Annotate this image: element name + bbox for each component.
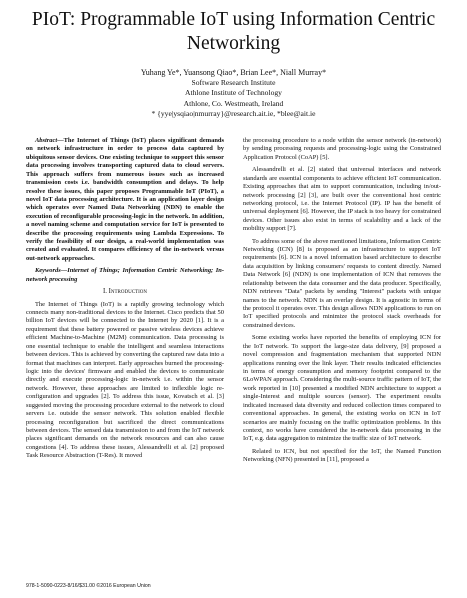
keywords bbox=[26, 267, 224, 284]
author-names: Yuhang Ye*, Yuansong Qiao*, Brian Lee*, Niall Murray* bbox=[140, 68, 327, 77]
paper-title: PIoT: Programmable IoT using Information Centric Networking bbox=[31, 9, 436, 54]
left-column bbox=[26, 137, 224, 582]
right-column bbox=[243, 137, 441, 592]
intro-paragraph-4: Some existing works have reported the benefits of employing ICN for the IoT network. To support the large-size data delivery, [9] proposed a novel compression and fragmentation mechanism that supported NDN applications running over the link layer. Their results indicated efficiencies in terms of energy consumption and memory footprint compared to the 6LoWPAN approach. Considering the multi-source traffic pattern of IoT, the work reported in [10] presented a modified NDN architecture to support a single-Interest and multiple sources (sensor). The experiment results indicated increased data diversity and reduced collection times compared to conventional approaches. In general, the existing works on ICN in IoT scenarios are mainly focusing on the traffic optimization problems. In this context, no works have considered the in-network data processing in the IoT, e.g. data aggregation to minimize the traffic size of IoT network. bbox=[243, 334, 441, 443]
intro-paragraph-5: Related to ICN, but not specified for the IoT, the Named Function Networking (NFN) presented in [11], proposed a bbox=[243, 447, 441, 464]
author-university: Athlone Institute of Technology bbox=[185, 88, 282, 98]
abstract-text: —The Internet of Things (IoT) places significant demands on network infrastructure in order to process data captured by ubiquitous sensor devices. One existing technique to support this sensor data processing involves transporting captured data to cloud servers. This approach suffers from numerous issues such as increased transmission costs i.e. bandwidth consumption and delays. To help resolve these issues, this paper proposes Programmable IoT (PIoT), a novel IoT data processing architecture. It is an application layer design which operates over Named Data Networking (NDN) to enable the execution of reconfigurable processing-logic in the network. In addition, a novel naming scheme and computation service for IoT is presented to describe the processing requirements using Lambda Expressions. To verify the feasibility of our design, a real-world implementation was created and evaluated. It compares efficiency of the in-network versus out-network approaches. bbox=[26, 137, 224, 262]
intro-paragraph-continued: the processing procedure to a node within the sensor network (in-network) by sending processing requests and processing-logic using the Constrained Application Protocol (CoAP) [5]. bbox=[243, 137, 441, 161]
intro-paragraph-1: The Internet of Things (IoT) is a rapidly growing technology which connects many non-traditional devices to the Internet. Cisco predicts that 50 billion IoT devices will be connected to the Internet by 2020 [1]. It is a requirement that these battery powered or passive wireless devices achieve efficient Machine-to-Machine (M2M) communication. Data processing is one essential technique to enable the intelligent and seamless interactions between devices. This is achieved by converting the captured raw data into a format that machines can interpret. Early approaches burned the processing-logic into the devices' firmware and enabled the devices to communicate directly and execute processing-logic in-network i.e. within the sensor network. However, these approaches are limited to inflexible logic re-configuration and upgrades [2]. To address this issue, Kovatsch et al. [3] suggested moving the processing procedure external to the network to cloud servers i.e. outside the sensor network. This solution enabled flexible processing reconfiguration but sacrificed the direct communications between devices. The sensed data transmission to and from the IoT network places significant demands on the network resources and can also cause congestions [4]. To address these issues, Alessandrelli et al. [2] proposed Task Resource Abstraction (T-Res). It moved bbox=[26, 300, 224, 460]
intro-paragraph-3: To address some of the above mentioned limitations, Information Centric Networking (ICN) [8] is proposed as an infrastructure to support IoT requirements [6]. ICN is a novel information based architecture to describe data acquisition by linking consumers' requests to content directly. Named Data Network [6] (NDN) is one implementation of ICN that removes the relationship between the data consumer and the data producer. Specifically, NDN retrieves "Data" packets by sending "Interest" packets with unique names to the network. NDN is an overlay design. It is agnostic in terms of the protocol it operates over. This design allows NDN applications to run on IoT specified protocols and minimize the protocol stack overheads for constrained devices. bbox=[243, 237, 441, 329]
section-heading-introduction: I. Introduction bbox=[102, 288, 148, 296]
abstract-label: Abstract bbox=[35, 137, 58, 144]
copyright-footer: 978-1-5090-0223-8/16/$31.00 ©2016 European Union bbox=[26, 583, 151, 589]
keywords-text: Internet of Things; Information Centric Networking; In-network processing bbox=[26, 267, 224, 283]
abstract bbox=[26, 137, 224, 263]
author-location: Athlone, Co. Westmeath, Ireland bbox=[183, 98, 284, 108]
keywords-label: Keywords— bbox=[35, 267, 68, 275]
author-institute: Software Research Institute bbox=[191, 78, 276, 88]
author-emails: * {yye|ysqiao|nmurray}@research.ait.ie, *blee@ait.ie bbox=[151, 108, 316, 118]
author-block bbox=[20, 68, 447, 119]
intro-paragraph-2: Alessandrelli et al. [2] stated that universal interfaces and network standards are essential components to achieve efficient IoT communication. Existing approaches that aim to support communication, including in/out-network processing [2] [3], are built over the conventional host centric networking protocol, i.e. the Internet Protocol (IP). IP has the benefit of universal deployment [6]. However, the IP stack is too heavy for constrained devices. Other issues also exist in terms of scalability and a lack of the mobility support [7]. bbox=[243, 166, 441, 233]
